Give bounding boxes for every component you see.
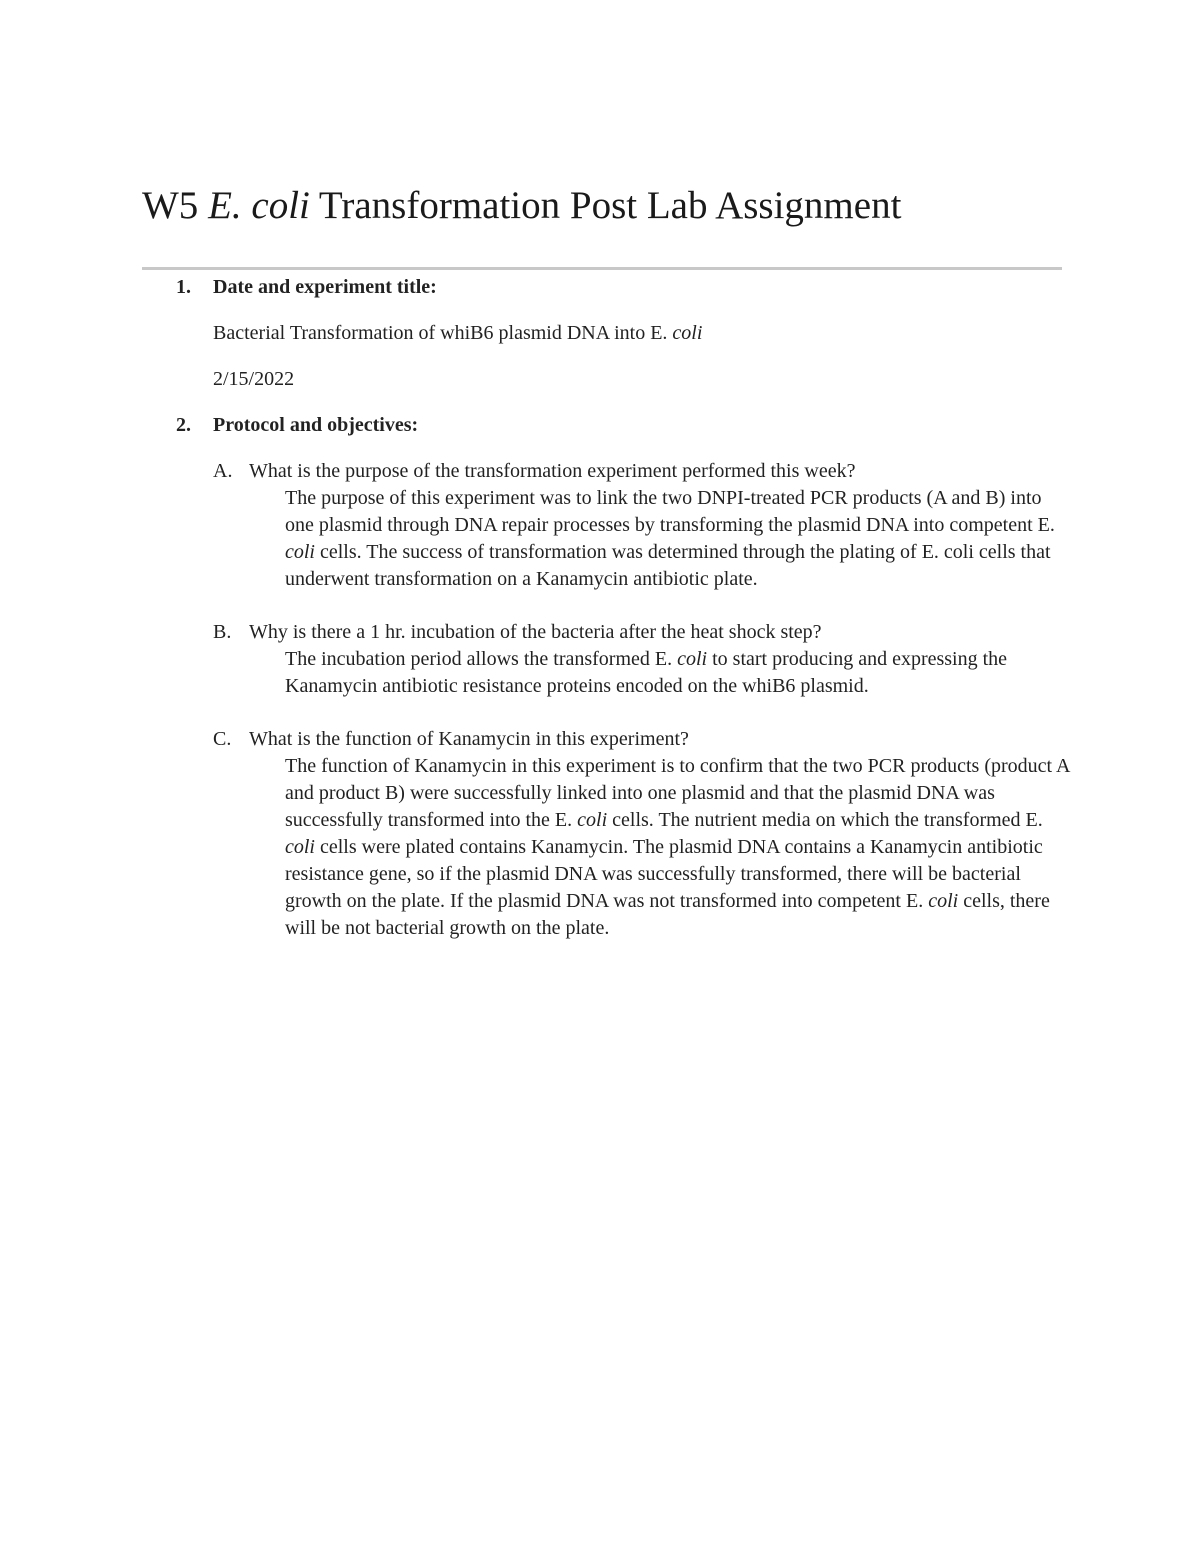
question-item [213, 619, 1072, 700]
answer-italic: coli [285, 836, 315, 858]
section-date-title [142, 274, 1072, 393]
answer-part: The purpose of this experiment was to link the two DNPI-treated PCR products (A and B) into one plasmid through DNA repair processes by transforming the plasmid DNA into competent E. [285, 487, 1055, 536]
answer-part: cells, there will be not bacterial growth on the plate. [285, 890, 1050, 939]
question-item [213, 726, 1072, 942]
section-number: 2. [176, 414, 191, 436]
answer-part: cells. The nutrient media on which the transformed E. [607, 809, 1043, 831]
answer-italic: coli [577, 809, 608, 831]
question-text: Why is there a 1 hr. incubation of the bacteria after the heat shock step? [249, 621, 822, 643]
answer-part: The incubation period allows the transformed E. [285, 648, 678, 670]
title-suffix: Transformation Post Lab Assignment [309, 184, 902, 227]
answer-text [285, 485, 1072, 593]
experiment-title-italic: coli [672, 322, 703, 344]
question-letter: C. [213, 728, 232, 750]
question-letter: B. [213, 621, 232, 643]
question-item [213, 458, 1072, 593]
answer-italic: coli [677, 648, 708, 670]
section-heading: Date and experiment title: [213, 276, 437, 298]
experiment-title [213, 320, 1072, 347]
document-body [142, 274, 1072, 942]
question-text: What is the purpose of the transformation experiment performed this week? [249, 460, 856, 482]
experiment-date: 2/15/2022 [213, 368, 295, 390]
answer-text [285, 646, 1072, 700]
question-text: What is the function of Kanamycin in this experiment? [249, 728, 689, 750]
title-italic: E. coli [208, 184, 310, 227]
section-number: 1. [176, 276, 191, 298]
answer-italic: coli [928, 890, 959, 912]
experiment-title-text: Bacterial Transformation of whiB6 plasmid DNA into E. [213, 322, 673, 344]
title-prefix: W5 [142, 184, 209, 227]
answer-text [285, 753, 1072, 942]
title-divider [142, 267, 1062, 270]
answer-part: The function of Kanamycin in this experiment is to confirm that the two PCR products (product A and product B) were successfully linked into one plasmid and that the plasmid DNA was successfully transformed into the E. [285, 755, 1070, 831]
question-letter: A. [213, 460, 233, 482]
section-heading: Protocol and objectives: [213, 414, 419, 436]
section-protocol-objectives [142, 412, 1072, 942]
answer-part: to start producing and expressing the Kanamycin antibiotic resistance proteins encoded on the whiB6 plasmid. [285, 648, 1008, 697]
answer-part: cells. The success of transformation was determined through the plating of E. coli cells that underwent transformation on a Kanamycin antibiotic plate. [285, 541, 1051, 590]
answer-part: cells were plated contains Kanamycin. The plasmid DNA contains a Kanamycin antibiotic resistance gene, so if the plasmid DNA was successfully transformed, there will be bacterial growth on the plate. If the plasmid DNA was not transformed into competent E. [285, 836, 1043, 912]
document-title [142, 180, 901, 232]
answer-italic: coli [285, 541, 315, 563]
